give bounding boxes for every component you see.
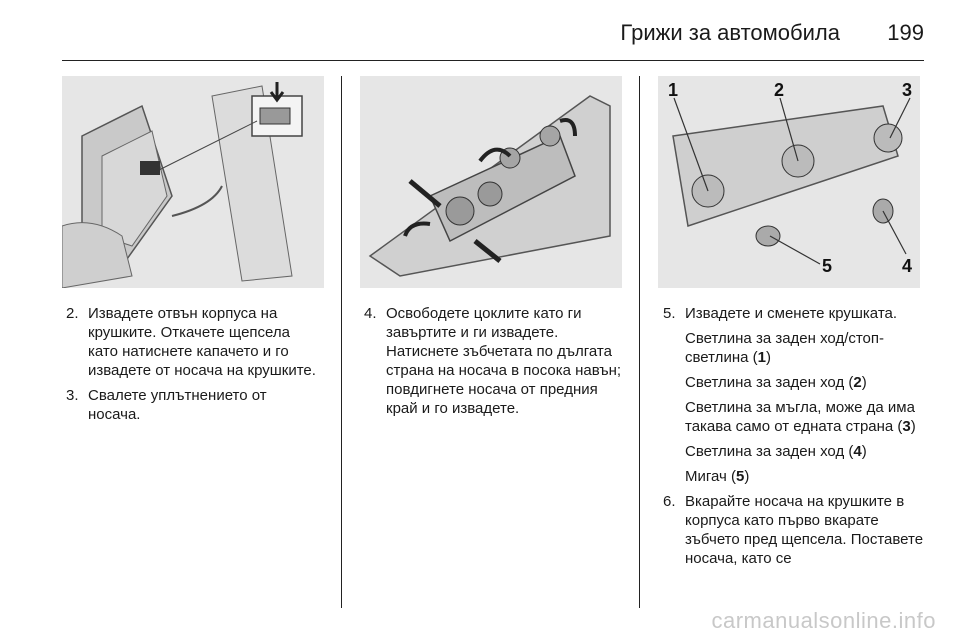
bulb-label: Светлина за заден ход ( xyxy=(685,374,854,391)
watermark: carmanualsonline.info xyxy=(711,608,936,633)
bulb-label: Мигач ( xyxy=(685,468,737,485)
bulb-positions-illustration xyxy=(658,76,920,288)
bulb-close: ) xyxy=(765,349,771,366)
item-text: Свалете уплътнението от носача. xyxy=(88,387,267,423)
item-number: 2. xyxy=(66,305,79,322)
bulb-entry xyxy=(663,373,925,392)
figure-bulb-positions xyxy=(658,76,920,288)
bulb-close: ) xyxy=(861,374,867,391)
bulb-ref: 2 xyxy=(853,374,862,391)
item-text: Извадете отвън корпуса на крушките. Откачете щепсела като натиснете капачето и го извадете от носача на крушките. xyxy=(88,305,316,379)
item-number: 6. xyxy=(663,493,676,510)
bulb-label: Светлина за заден ход ( xyxy=(685,443,854,460)
bulb-ref: 3 xyxy=(902,418,911,435)
list-item xyxy=(663,304,925,323)
bulb-ref: 5 xyxy=(736,468,745,485)
list-item xyxy=(66,304,322,380)
item-text: Освободете цоклите като ги завъртите и ги извадете. Натиснете зъбчетата по дългата страна на носача в посока навън; повдигнете носача от предния край и го извадете. xyxy=(386,305,622,417)
callout-2: 2 xyxy=(774,80,785,100)
column-1-text xyxy=(66,304,322,430)
lamp-housing-illustration xyxy=(62,76,324,288)
bulb-label: Светлина за мъгла, може да има такава само от едната страна ( xyxy=(685,399,915,435)
figure-remove-lamp-housing xyxy=(62,76,324,288)
column-3-text xyxy=(663,304,925,574)
item-number: 3. xyxy=(66,387,79,404)
figure-release-bulb-holder xyxy=(360,76,622,288)
column-divider-1 xyxy=(341,76,342,608)
header-rule xyxy=(62,60,924,61)
callout-1: 1 xyxy=(668,80,679,100)
bulb-label: Светлина за заден ход/стоп-светлина ( xyxy=(685,330,885,366)
bulb-holder-illustration xyxy=(360,76,622,288)
bulb-entry xyxy=(663,442,925,461)
header-title: Грижи за автомобила xyxy=(620,20,840,45)
page-number: 199 xyxy=(887,20,924,45)
callout-4: 4 xyxy=(902,256,913,276)
item-number: 5. xyxy=(663,305,676,322)
list-item xyxy=(66,386,322,424)
bulb-ref: 4 xyxy=(853,443,862,460)
list-item xyxy=(663,492,925,568)
bulb-entry xyxy=(663,467,925,486)
item-text: Вкарайте носача на крушките в корпуса като първо вкарате зъбчето пред щепсела. Поставете носача, като се xyxy=(685,493,924,567)
bulb-close: ) xyxy=(861,443,867,460)
item-text: Извадете и сменете крушката. xyxy=(685,305,898,322)
column-2-text xyxy=(364,304,622,424)
bulb-close: ) xyxy=(744,468,750,485)
list-item xyxy=(364,304,622,418)
bulb-ref: 1 xyxy=(757,349,766,366)
page-header xyxy=(0,0,960,62)
callout-3: 3 xyxy=(902,80,913,100)
callout-5: 5 xyxy=(822,256,833,276)
bulb-entry xyxy=(663,329,925,367)
item-number: 4. xyxy=(364,305,377,322)
bulb-close: ) xyxy=(910,418,916,435)
bulb-entry xyxy=(663,398,925,436)
column-divider-2 xyxy=(639,76,640,608)
